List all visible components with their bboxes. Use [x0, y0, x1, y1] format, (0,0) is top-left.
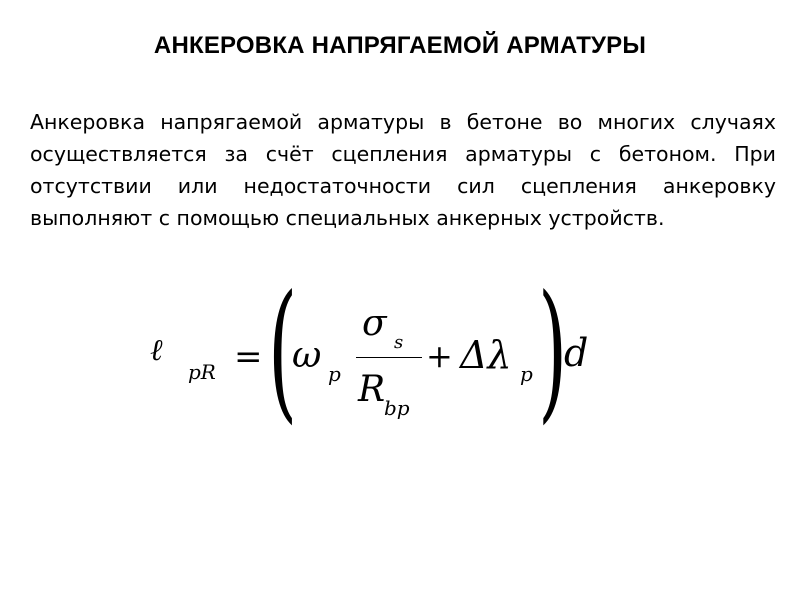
fraction-bar: [356, 357, 422, 358]
formula-equals: =: [234, 337, 263, 377]
formula-sigma-subscript: s: [394, 332, 404, 353]
formula-d: d: [564, 331, 589, 375]
formula-r: R: [358, 369, 386, 410]
anchorage-length-formula: [140, 264, 610, 438]
formula-left-paren: (: [268, 264, 298, 438]
body-paragraph: Анкеровка напрягаемой арматуры в бетоне во многих случаях осуществляется за счёт сцепления арматуры с бетоном. При отсутствии или недостаточности сил сцепления анкеровку выполняют с помощью специальных анкерных устройств.: [30, 110, 776, 230]
formula-omega: ω: [292, 335, 322, 376]
formula-lhs-subscript: pR: [188, 360, 216, 384]
formula-lhs-symbol: ℓ: [150, 333, 163, 368]
formula-sigma: σ: [362, 303, 387, 344]
formula-lambda-subscript: p: [520, 362, 533, 386]
formula-right-paren: ): [538, 264, 568, 438]
formula-delta-lambda: Δλ: [460, 333, 512, 377]
formula-r-subscript: bp: [384, 396, 410, 420]
formula-omega-subscript: p: [328, 362, 341, 386]
formula-plus: +: [426, 337, 453, 375]
page-title: АНКЕРОВКА НАПРЯГАЕМОЙ АРМАТУРЫ: [153, 32, 647, 59]
